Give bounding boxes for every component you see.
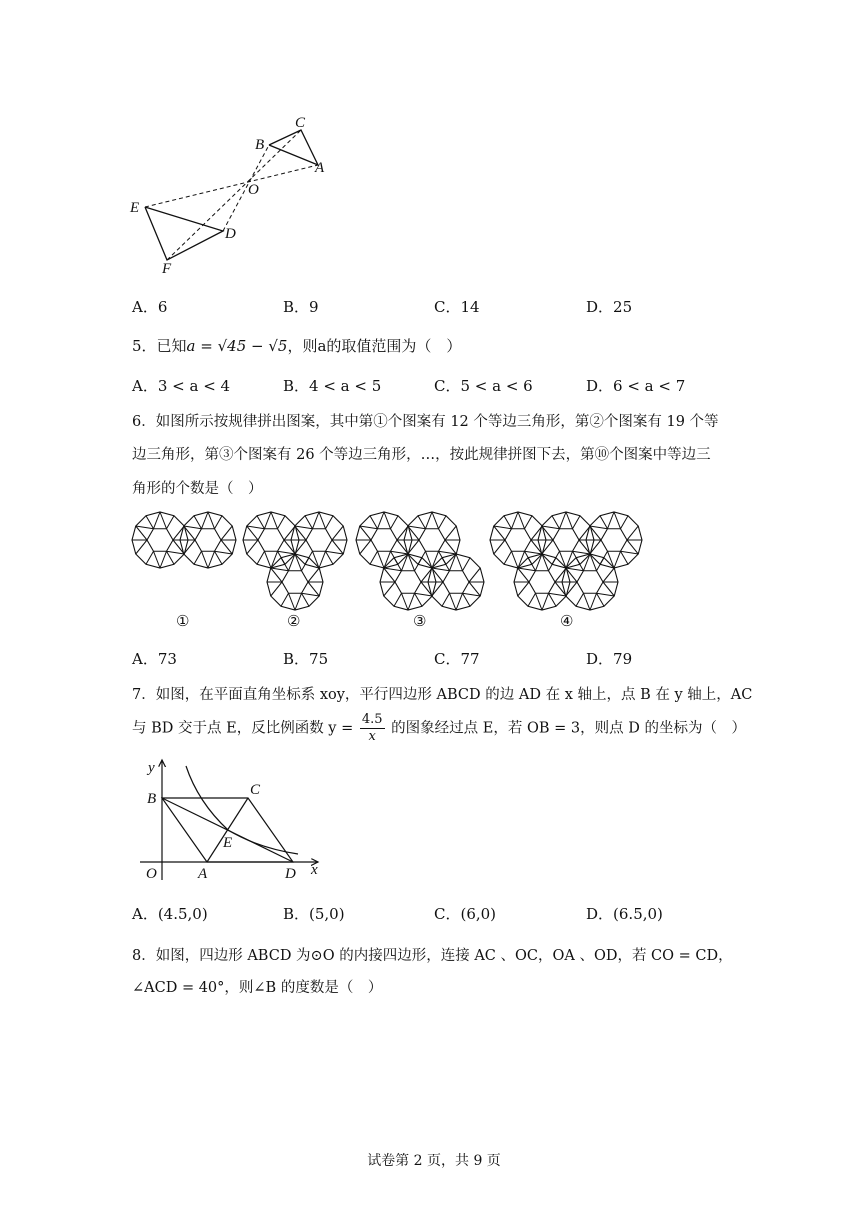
- pattern-4: [490, 512, 642, 610]
- q6-option-c: C．77: [434, 650, 480, 668]
- q7-line-2a: 与 BD 交于点 E，反比例函数 y =: [132, 720, 354, 737]
- q7-fraction-numerator: 4.5: [361, 712, 383, 727]
- label-b: B: [255, 137, 265, 153]
- q4-option-c: C．14: [434, 298, 480, 316]
- pattern-label-3: ③: [413, 612, 427, 630]
- q5-prefix: 5．已知: [132, 337, 187, 355]
- q5-option-d: D．6 < a < 7: [586, 377, 686, 395]
- q7-line-2: [132, 712, 746, 745]
- q7-line-1: 7．如图，在平面直角坐标系 xoy，平行四边形 ABCD 的边 AD 在 x 轴上，点 B 在 y 轴上，AC: [132, 687, 753, 703]
- q7-option-d: D．(6.5,0): [586, 905, 663, 923]
- dashed-ea: [145, 165, 318, 207]
- label-x: x: [311, 862, 318, 878]
- q8-line-2: ∠ACD = 40°，则∠B 的度数是（ ）: [132, 980, 383, 996]
- q6-line-3: 角形的个数是（ ）: [132, 481, 263, 497]
- q7-option-b: B．(5,0): [283, 905, 345, 923]
- q7-option-a: A．(4.5,0): [132, 905, 208, 923]
- label-a: A: [198, 866, 208, 882]
- triangle-abc: [269, 130, 318, 165]
- label-a: A: [315, 160, 325, 176]
- q7-fraction-denominator: x: [368, 729, 376, 744]
- q6-option-d: D．79: [586, 650, 633, 668]
- label-y: y: [148, 760, 155, 776]
- page-footer: 试卷第 2 页，共 9 页: [367, 1153, 501, 1169]
- q5-expression: a = √45 − √5: [186, 337, 288, 355]
- q6-option-b: B．75: [283, 650, 329, 668]
- q5-option-a: A．3 < a < 4: [132, 377, 231, 395]
- pattern-2: [243, 512, 347, 610]
- q8-line-1: 8．如图，四边形 ABCD 为⊙O 的内接四边形，连接 AC 、OC，OA 、OD，若 CO = CD，: [132, 948, 733, 964]
- pattern-label-1: ①: [176, 612, 190, 630]
- label-e: E: [130, 200, 140, 216]
- pattern-3: [356, 512, 484, 610]
- q6-line-1: 6．如图所示按规律拼出图案，其中第①个图案有 12 个等边三角形，第②个图案有 19 个等: [132, 414, 719, 430]
- triangle-def: [145, 207, 223, 260]
- label-d: D: [285, 866, 296, 882]
- label-o: O: [248, 182, 259, 198]
- label-f: F: [162, 261, 172, 277]
- q4-option-d: D．25: [586, 298, 633, 316]
- label-c: C: [295, 115, 306, 131]
- q5-option-b: B．4 < a < 5: [283, 377, 382, 395]
- q5-suffix: ，则a的取值范围为（ ）: [287, 337, 462, 355]
- q4-option-a: A．6: [132, 298, 168, 316]
- pattern-label-2: ②: [287, 612, 301, 630]
- label-b: B: [147, 791, 157, 807]
- q5-stem: [132, 335, 461, 356]
- label-e: E: [223, 835, 233, 851]
- label-c: C: [250, 782, 261, 798]
- pattern-1: [132, 512, 236, 568]
- q4-option-b: B．9: [283, 298, 319, 316]
- q6-line-2: 边三角形，第③个图案有 26 个等边三角形，…，按此规律拼图下去，第⑩个图案中等边三: [132, 447, 711, 463]
- hyperbola: [186, 766, 298, 854]
- label-o: O: [146, 866, 157, 882]
- q7-option-c: C．(6,0): [434, 905, 497, 923]
- q6-option-a: A．73: [132, 650, 177, 668]
- q5-option-c: C．5 < a < 6: [434, 377, 533, 395]
- q7-figure: [138, 752, 328, 884]
- q4-figure: [125, 110, 335, 280]
- label-d: D: [225, 226, 236, 242]
- pattern-label-4: ④: [560, 612, 574, 630]
- q7-fraction: [360, 712, 385, 745]
- q7-line-2b: 的图象经过点 E，若 OB = 3，则点 D 的坐标为（ ）: [391, 720, 746, 737]
- dashed-db: [223, 145, 269, 231]
